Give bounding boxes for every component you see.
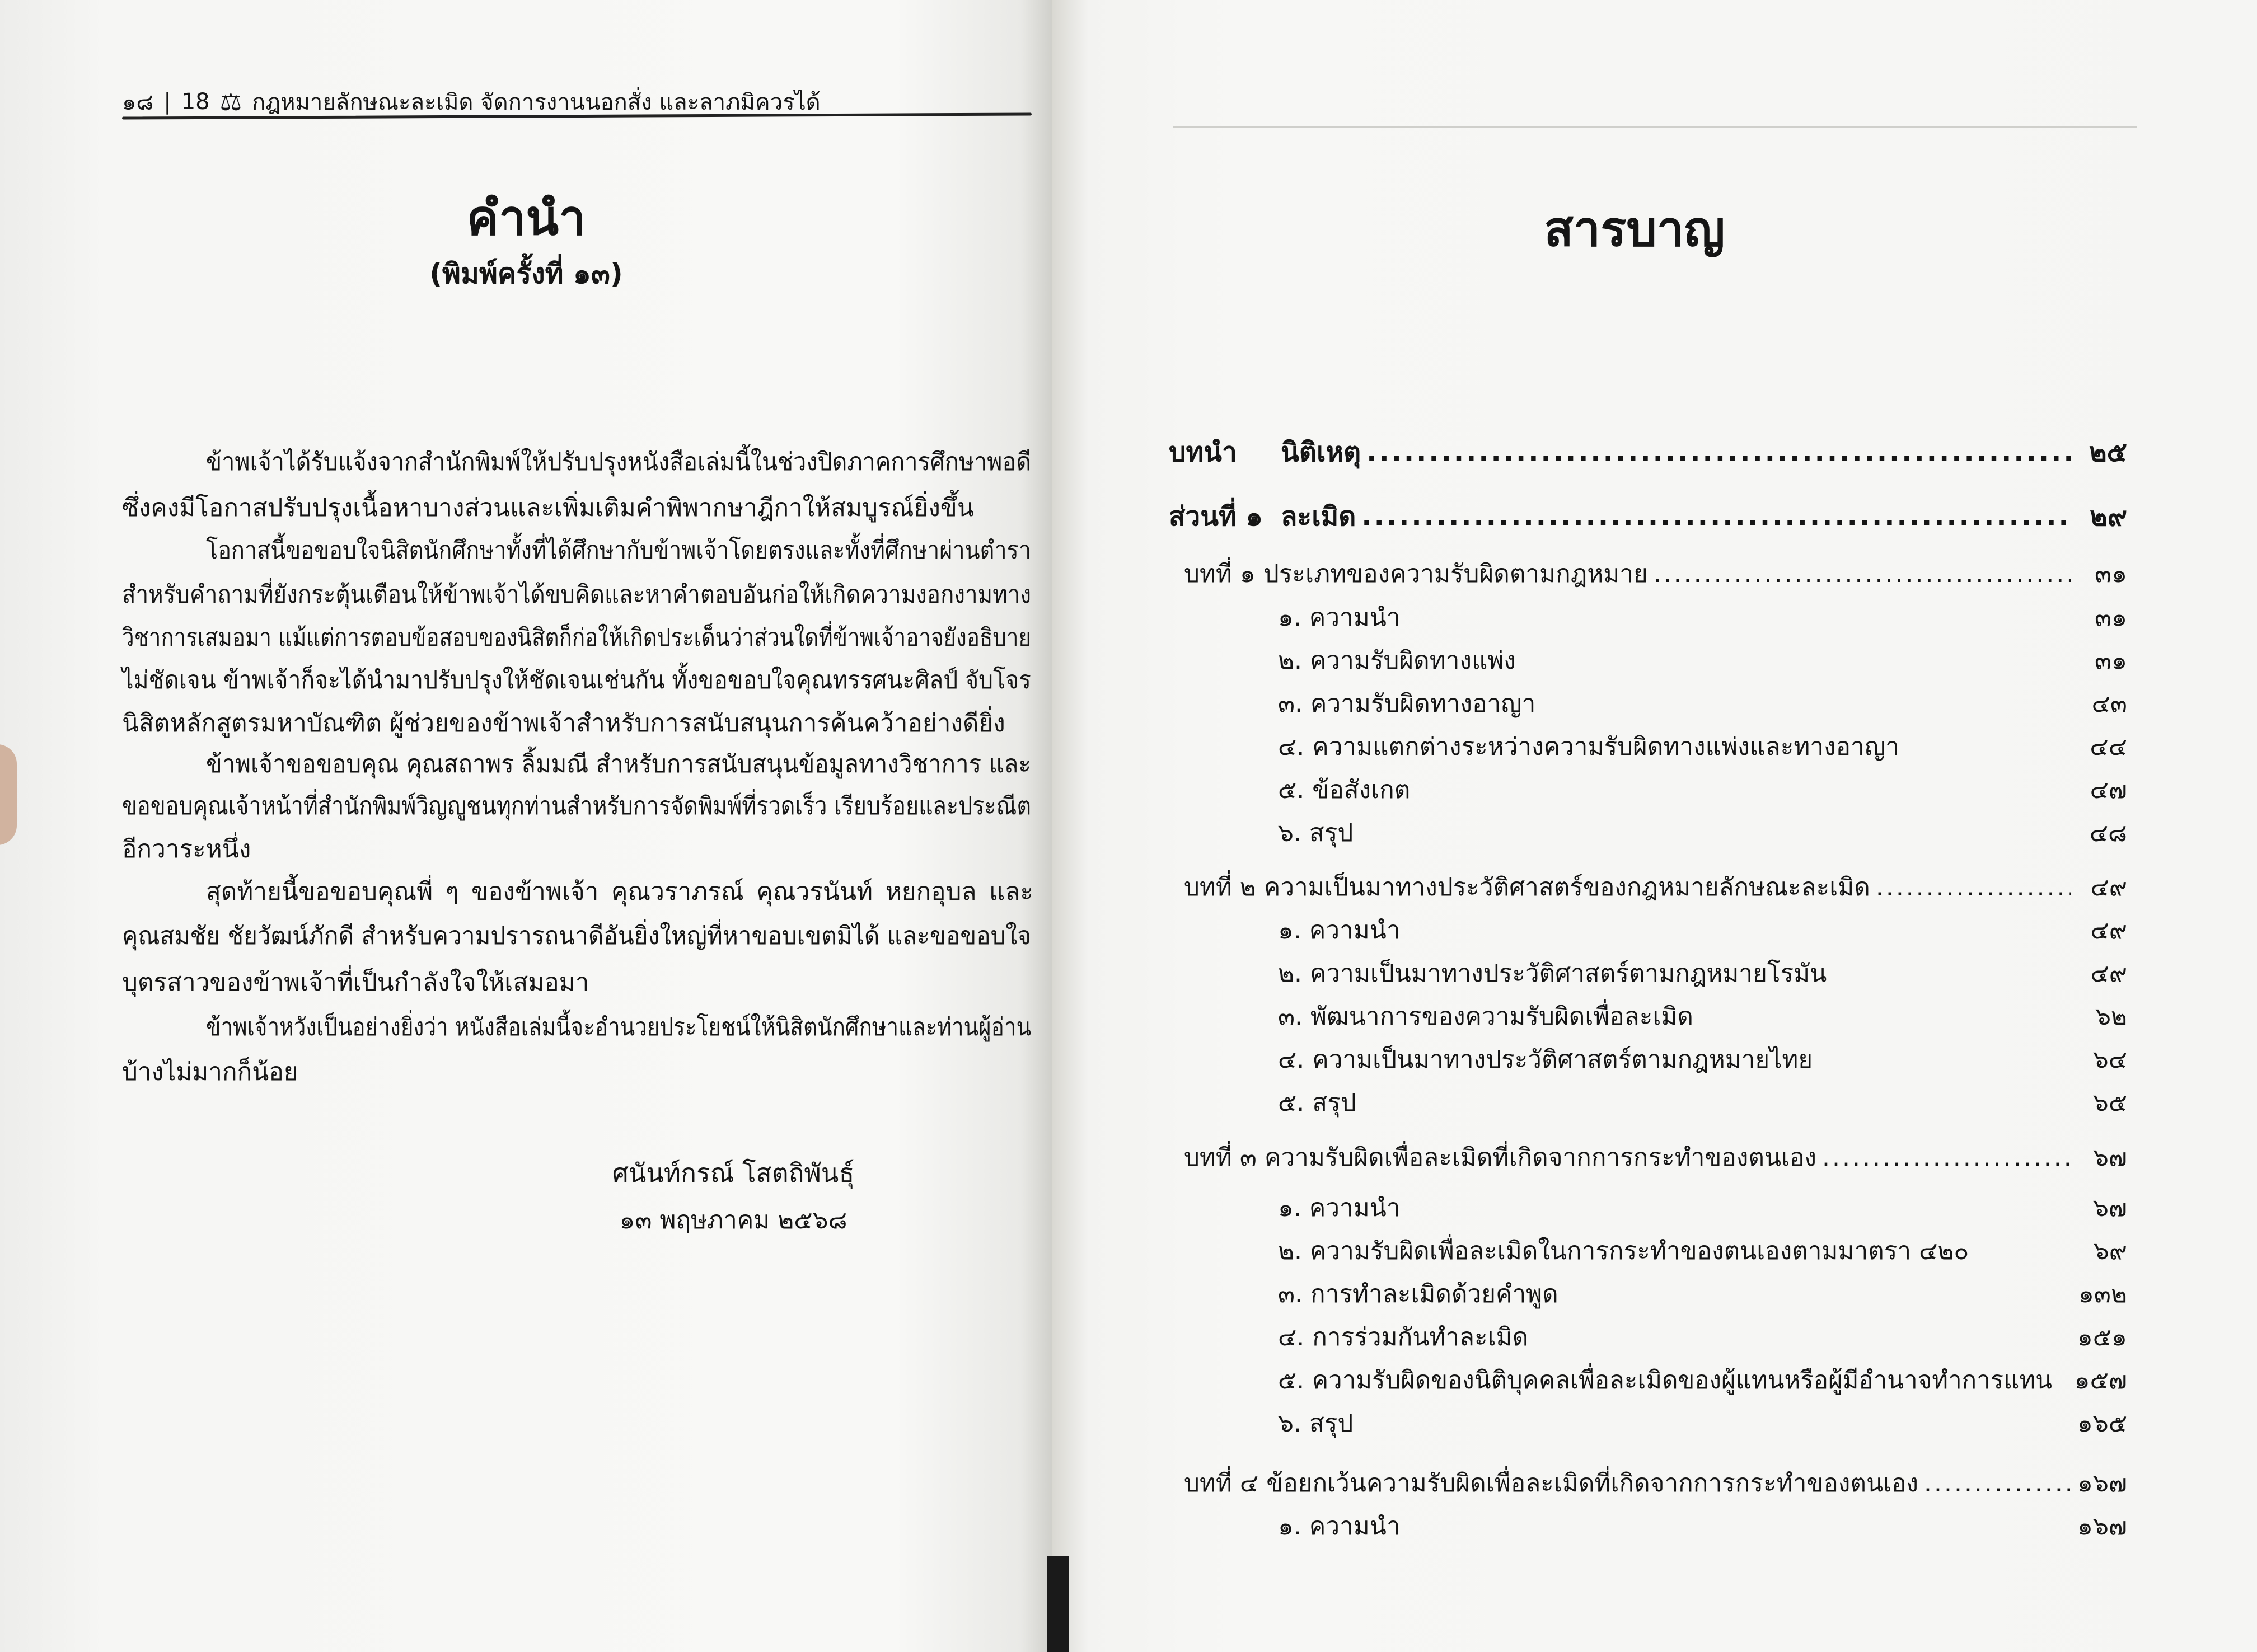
- foreword-line: บ้างไม่มากก็น้อย: [122, 1058, 298, 1086]
- toc-entry: [1184, 1463, 2127, 1503]
- toc-entry: [1184, 867, 2127, 907]
- scales-of-justice-icon: ⚖: [219, 87, 242, 116]
- toc-entry-label: ๓. พัฒนาการของความรับผิดเพื่อละเมิด: [1278, 1002, 1694, 1031]
- foreword-line: โอกาสนี้ขอขอบใจนิสิตนักศึกษาทั้งที่ได้ศึกษากับข้าพเจ้าโดยตรงและทั้งที่ศึกษาผ่านตำรา: [205, 536, 1031, 565]
- toc-entry: [1278, 1188, 2127, 1227]
- toc-page-number: ๔๗: [2090, 776, 2127, 804]
- toc-entry-label: ๕. สรุป: [1278, 1088, 1356, 1117]
- toc-entry: [1169, 431, 2127, 473]
- toc-entry: [1278, 1317, 2127, 1357]
- toc-page-number: ๖๗: [2092, 1194, 2127, 1222]
- toc-page-number: ๔๙: [2090, 873, 2127, 902]
- toc-page-number: ๑๖๗: [2077, 1512, 2127, 1541]
- toc-entry: [1278, 997, 2127, 1036]
- toc-entry: [1278, 954, 2127, 993]
- toc-title: สารบาญ: [1544, 201, 1725, 257]
- toc-entry-label: ๖. สรุป: [1278, 819, 1354, 847]
- toc-page-number: ๖๕: [2092, 1088, 2127, 1117]
- toc-entry-label: ๔. ความแตกต่างระหว่างความรับผิดทางแพ่งและทางอาญา: [1278, 733, 1899, 761]
- toc-page-number: ๑๕๗: [2074, 1366, 2127, 1395]
- toc-entry-label: ๕. ข้อสังเกต: [1278, 776, 1411, 804]
- toc-page-number: ๒๙: [2090, 501, 2127, 532]
- page-number-arabic: 18: [181, 89, 210, 115]
- foreword-line: อีกวาระหนึ่ง: [122, 835, 251, 863]
- toc-page-number: ๔๘: [2089, 819, 2127, 847]
- foreword-title: คำนำ: [466, 190, 586, 246]
- toc-entry-prefix: ส่วนที่ ๑: [1169, 501, 1263, 532]
- toc-entry-label: ๒. ความเป็นมาทางประวัติศาสตร์ตามกฎหมายโรมัน: [1278, 959, 1827, 988]
- toc-leader-dots: [1654, 560, 2071, 588]
- toc-entry-label: บทที่ ๑ ประเภทของความรับผิดตามกฎหมาย: [1184, 560, 1648, 588]
- toc-page-number: ๒๕: [2089, 437, 2127, 468]
- toc-entry-label: ๔. การร่วมกันทำละเมิด: [1278, 1323, 1529, 1351]
- toc-leader-dots: [1361, 501, 2071, 532]
- toc-entry: [1278, 813, 2127, 852]
- toc-entry-label: ๓. การทำละเมิดด้วยคำพูด: [1278, 1280, 1558, 1308]
- toc-page-number: ๖๙: [2093, 1237, 2127, 1265]
- toc-entry: [1169, 495, 2127, 538]
- toc-page-number: ๓๑: [2094, 646, 2127, 675]
- foreword-line: วิชาการเสมอมา แม้แต่การตอบข้อสอบของนิสิตก็ก่อให้เกิดประเด็นว่าส่วนใดที่ข้าพเจ้าอาจยังอธิบาย: [122, 623, 1031, 652]
- foreword-line: คุณสมชัย ชัยวัฒน์ภักดี สำหรับความปรารถนาดีอันยิ่งใหญ่ที่หาขอบเขตมิได้ และขอขอบใจ: [122, 922, 1031, 950]
- toc-entry: [1278, 1231, 2127, 1270]
- toc-entry-label: ๔. ความเป็นมาทางประวัติศาสตร์ตามกฎหมายไทย: [1278, 1045, 1813, 1074]
- toc-entry-prefix: บทนำ: [1169, 437, 1237, 468]
- toc-page-number: ๔๙: [2090, 959, 2127, 988]
- toc-entry: [1278, 1040, 2127, 1079]
- foreword-line: นิสิตหลักสูตรมหาบัณฑิต ผู้ช่วยของข้าพเจ้าสำหรับการสนับสนุนการค้นคว้าอย่างดียิ่ง: [122, 709, 1005, 738]
- toc-entry-label: ๒. ความรับผิดทางแพ่ง: [1278, 646, 1516, 675]
- toc-page-number: ๑๖๕: [2077, 1409, 2127, 1438]
- toc-entry-label: บทที่ ๒ ความเป็นมาทางประวัติศาสตร์ของกฎหมายลักษณะละเมิด: [1184, 873, 1870, 902]
- toc-page-number: ๑๓๒: [2078, 1280, 2127, 1308]
- toc-entry-label: ๕. ความรับผิดของนิติบุคคลเพื่อละเมิดของผู้แทนหรือผู้มีอำนาจทำการแทน: [1278, 1366, 2053, 1395]
- toc-entry-label: นิติเหตุ: [1281, 437, 1361, 468]
- book-spine-gutter: [1047, 1556, 1069, 1652]
- toc-entry: [1278, 727, 2127, 766]
- toc-entry-label: ๑. ความนำ: [1278, 1512, 1401, 1541]
- thumb-holding-book: [0, 744, 17, 845]
- toc-entry: [1278, 1360, 2127, 1400]
- toc-entry-label: ๒. ความรับผิดเพื่อละเมิดในการกระทำของตนเองตามมาตรา ๔๒๐: [1278, 1237, 1969, 1265]
- toc-page-number: ๓๑: [2094, 603, 2127, 632]
- foreword-line: ไม่ชัดเจน ข้าพเจ้าก็จะได้นำมาปรับปรุงให้ชัดเจนเช่นกัน ทั้งขอขอบใจคุณทรรศนะศิลป์ จับโจร: [122, 666, 1031, 694]
- toc-page-number: ๖๒: [2095, 1002, 2127, 1031]
- foreword-date: ๑๓ พฤษภาคม ๒๕๖๘: [619, 1206, 847, 1235]
- toc-entry: [1184, 1138, 2127, 1177]
- toc-entry: [1278, 684, 2127, 723]
- page-number-thai: ๑๘: [122, 90, 154, 115]
- author-name: ศนันท์กรณ์ โสตถิพันธุ์: [612, 1158, 855, 1188]
- foreword-line: ข้าพเจ้าได้รับแจ้งจากสำนักพิมพ์ให้ปรับปรุงหนังสือเล่มนี้ในช่วงปิดภาคการศึกษาพอดี: [205, 448, 1031, 476]
- left-page-foreword: [0, 0, 1052, 1652]
- toc-entry-label: ๖. สรุป: [1278, 1409, 1354, 1438]
- toc-page-number: ๓๑: [2094, 560, 2127, 588]
- toc-entry-label: ๑. ความนำ: [1278, 1194, 1401, 1222]
- foreword-line: ขอขอบคุณเจ้าหน้าที่สำนักพิมพ์วิญญูชนทุกท่านสำหรับการจัดพิมพ์ที่รวดเร็ว เรียบร้อยและประณีต: [122, 792, 1031, 820]
- toc-entry-label: ๑. ความนำ: [1278, 916, 1401, 945]
- toc-leader-dots: [1876, 873, 2071, 902]
- foreword-line: สำหรับคำถามที่ยังกระตุ้นเตือนให้ข้าพเจ้าได้ขบคิดและหาคำตอบอันก่อให้เกิดความงอกงามทาง: [122, 580, 1031, 609]
- toc-entry: [1184, 554, 2127, 593]
- toc-entry: [1278, 911, 2127, 950]
- toc-entry: [1278, 770, 2127, 809]
- foreword-line: สุดท้ายนี้ขอขอบคุณพี่ ๆ ของข้าพเจ้า คุณวราภรณ์ คุณวรนันท์ หยกอุบล และ: [206, 877, 1033, 906]
- foreword-subtitle: (พิมพ์ครั้งที่ ๑๓): [429, 257, 623, 290]
- toc-entry: [1278, 1083, 2127, 1122]
- toc-page-number: ๖๔: [2092, 1045, 2127, 1074]
- toc-entry-label: ๑. ความนำ: [1278, 603, 1401, 632]
- toc-page-number: ๔๓: [2091, 689, 2127, 718]
- foreword-line: ข้าพเจ้าหวังเป็นอย่างยิ่งว่า หนังสือเล่มนี้จะอำนวยประโยชน์ให้นิสิตนักศึกษาและท่านผู้อ่าน: [205, 1013, 1031, 1041]
- toc-page-number: ๔๙: [2090, 916, 2127, 945]
- header-divider: |: [163, 89, 171, 115]
- toc-page-number: ๔๔: [2090, 733, 2127, 761]
- toc-leader-dots: [1822, 1143, 2071, 1172]
- book-title: กฎหมายลักษณะละเมิด จัดการงานนอกสั่ง และลาภมิควรได้: [252, 90, 821, 115]
- faint-header-rule: [1173, 126, 2137, 128]
- toc-entry-label: ละเมิด: [1281, 501, 1356, 532]
- toc-entry: [1278, 1274, 2127, 1313]
- toc-leader-dots: [1366, 437, 2071, 468]
- toc-entry-label: บทที่ ๔ ข้อยกเว้นความรับผิดเพื่อละเมิดที่เกิดจากการกระทำของตนเอง: [1184, 1469, 1918, 1498]
- toc-entry-label: ๓. ความรับผิดทางอาญา: [1278, 689, 1536, 718]
- toc-page-number: ๑๕๑: [2077, 1323, 2127, 1351]
- foreword-line: บุตรสาวของข้าพเจ้าที่เป็นกำลังใจให้เสมอมา: [122, 968, 589, 997]
- foreword-line: ซึ่งคงมีโอกาสปรับปรุงเนื้อหาบางส่วนและเพิ่มเติมคำพิพากษาฎีกาให้สมบูรณ์ยิ่งขึ้น: [122, 494, 974, 522]
- toc-page-number: ๑๖๗: [2077, 1469, 2127, 1498]
- toc-entry-label: บทที่ ๓ ความรับผิดเพื่อละเมิดที่เกิดจากการกระทำของตนเอง: [1184, 1143, 1817, 1172]
- toc-entry: [1278, 598, 2127, 637]
- toc-entry: [1278, 641, 2127, 680]
- toc-entry: [1278, 1506, 2127, 1546]
- toc-leader-dots: [1924, 1469, 2071, 1498]
- foreword-line: ข้าพเจ้าขอขอบคุณ คุณสถาพร ลิ้มมณี สำหรับการสนับสนุนข้อมูลทางวิชาการ และ: [205, 750, 1031, 778]
- toc-entry: [1278, 1404, 2127, 1443]
- toc-page-number: ๖๗: [2092, 1143, 2127, 1172]
